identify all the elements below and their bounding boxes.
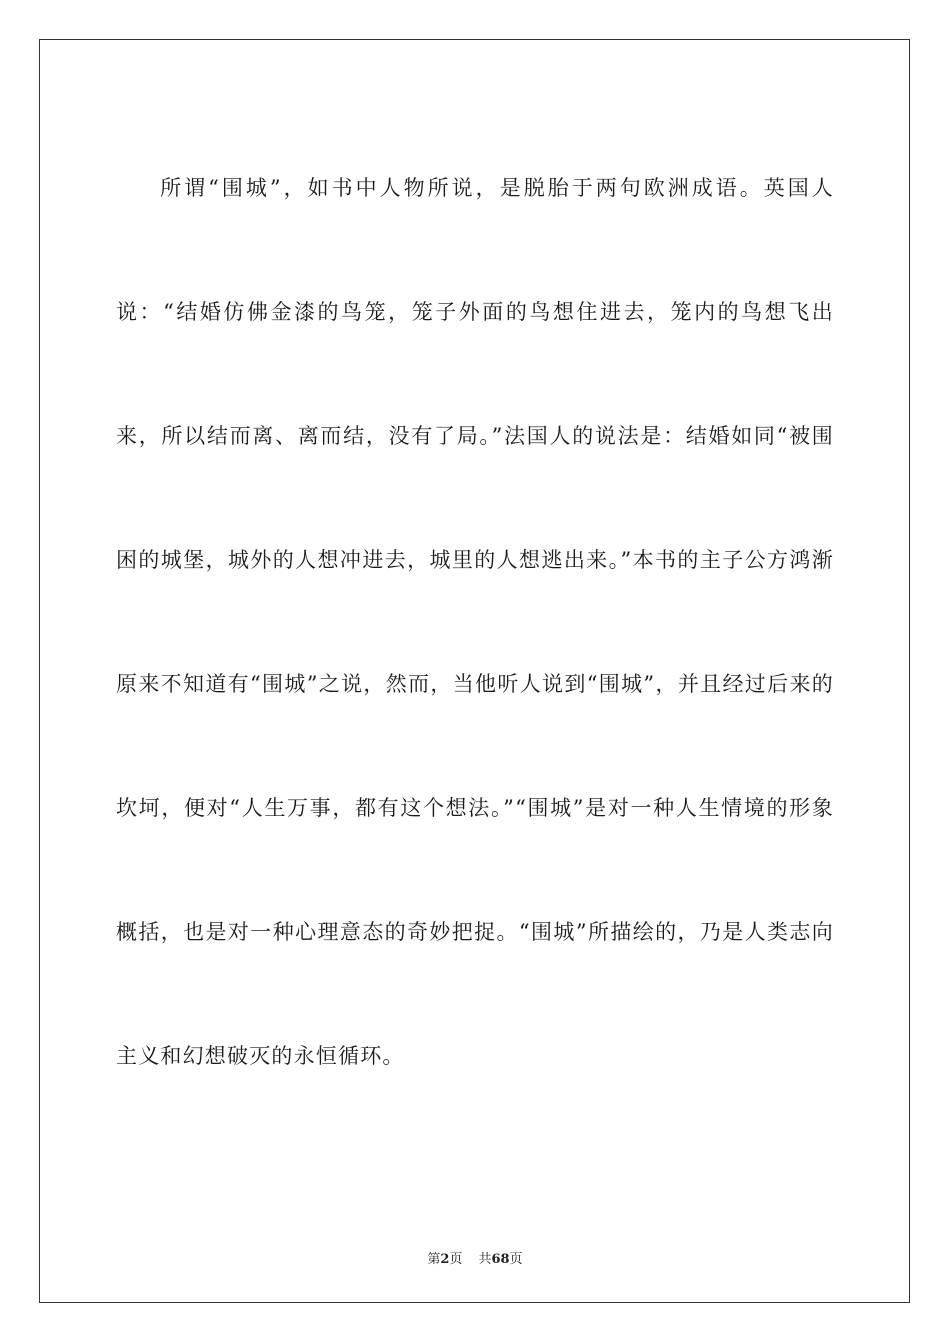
current-page-number: 2: [440, 1252, 450, 1267]
total-pages-number: 68: [491, 1252, 510, 1267]
page-footer: [0, 1248, 950, 1267]
page-prefix: 第: [427, 1252, 441, 1267]
body-paragraph: 所谓“围城”，如书中人物所说，是脱胎于两句欧洲成语。英国人说：“结婚仿佛金漆的鸟笼，笼子外面的鸟想住进去，笼内的鸟想飞出来，所以结而离、离而结，没有了局。”法国人的说法是：结婚如同“被围困的城堡，城外的人想冲进去，城里的人想逃出来。”本书的主子公方鸿渐原来不知道有“围城”之说，然而，当他听人说到“围城”，并且经过后来的坎坷，便对“人生万事，都有这个想法。”“围城”是对一种人生情境的形象概括，也是对一种心理意态的奇妙把捉。“围城”所描绘的，乃是人类志向主义和幻想破灭的永恒循环。: [116, 176, 834, 1068]
total-suffix: 页: [509, 1252, 523, 1267]
total-prefix: 共: [478, 1252, 492, 1267]
page-suffix: 页: [449, 1252, 463, 1267]
